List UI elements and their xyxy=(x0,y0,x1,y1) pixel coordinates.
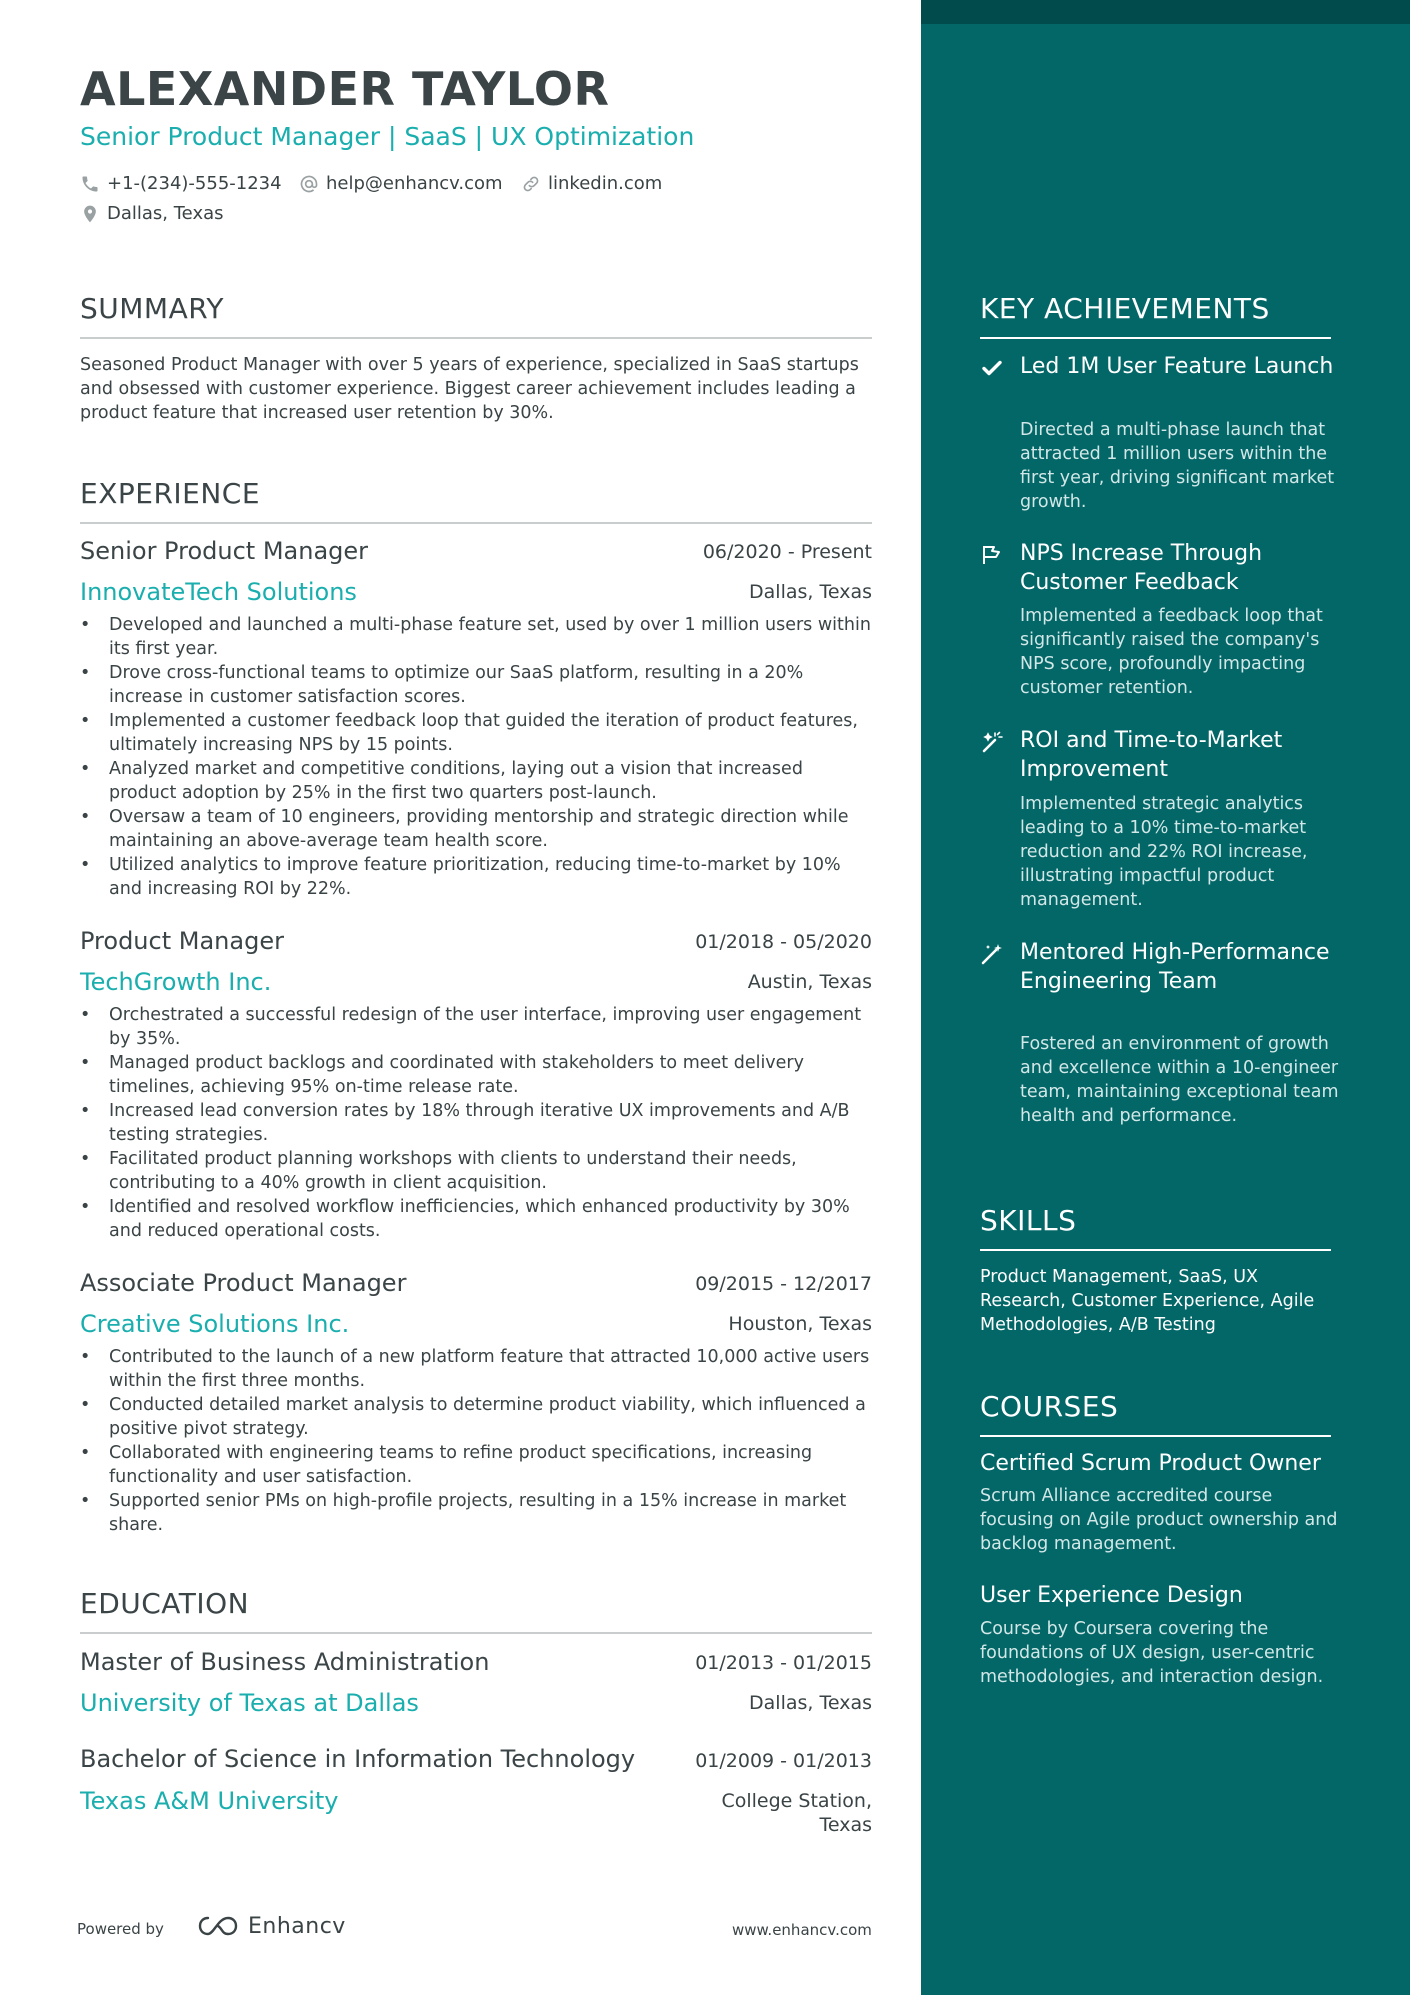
sidebar xyxy=(921,0,1410,1995)
degree-title: Master of Business Administration xyxy=(80,1648,490,1676)
powered-by-label: Powered by xyxy=(77,1920,164,1938)
experience-divider xyxy=(80,522,872,524)
achievement-desc: Implemented strategic analytics leading to a 10% time-to-market reduction and 22% ROI increase, illustrating impactful product management. xyxy=(1020,794,1308,910)
job-dates: 06/2020 - Present xyxy=(702,541,872,563)
job-dates: 09/2015 - 12/2017 xyxy=(695,1273,872,1295)
phone-contact[interactable] xyxy=(80,173,282,194)
job-dates: 01/2018 - 05/2020 xyxy=(695,931,872,953)
job-bullet: • Increased lead conversion rates by 18% through iterative UX improvements and A/B testing strategies. xyxy=(80,1099,872,1147)
job-bullet: • Oversaw a team of 10 engineers, providing mentorship and strategic direction while maintaining an above-average team health score. xyxy=(80,805,872,853)
linkedin-contact[interactable] xyxy=(521,173,662,194)
company-name: InnovateTech Solutions xyxy=(80,578,357,606)
linkedin-text: linkedin.com xyxy=(548,173,663,194)
at-icon xyxy=(299,174,319,194)
candidate-name: ALEXANDER TAYLOR xyxy=(80,62,610,116)
course-desc: Course by Coursera covering the foundations of UX design, user-centric methodologies, and interaction design. xyxy=(980,1619,1324,1687)
flag-icon xyxy=(980,543,1004,567)
education-dates: 01/2013 - 01/2015 xyxy=(695,1652,872,1674)
job-bullet: • Analyzed market and competitive conditions, laying out a vision that increased product adoption by 25% in the first two quarters post-launch. xyxy=(80,757,872,805)
experience-heading: EXPERIENCE xyxy=(80,477,261,510)
company-name: TechGrowth Inc. xyxy=(80,968,272,996)
education-location: Dallas, Texas xyxy=(749,1692,872,1714)
education-dates: 01/2009 - 01/2013 xyxy=(695,1750,872,1772)
phone-icon xyxy=(80,174,100,194)
infinity-logo-icon xyxy=(196,1913,240,1939)
achievement-title: Mentored High-Performance Engineering Team xyxy=(1020,940,1330,994)
achievement-desc: Fostered an environment of growth and excellence within a 10-engineer team, maintaining exceptional team health and performance. xyxy=(1020,1034,1339,1126)
course-desc: Scrum Alliance accredited course focusing on Agile product ownership and backlog management. xyxy=(980,1486,1338,1554)
job-bullet: • Conducted detailed market analysis to determine product viability, which influenced a positive pivot strategy. xyxy=(80,1393,872,1441)
job-title: Product Manager xyxy=(80,927,284,955)
company-name: Creative Solutions Inc. xyxy=(80,1310,350,1338)
job-bullet: • Supported senior PMs on high-profile projects, resulting in a 15% increase in market share. xyxy=(80,1489,872,1537)
achievement-desc: Directed a multi-phase launch that attracted 1 million users within the first year, driving significant market growth. xyxy=(1020,420,1335,512)
courses-heading: COURSES xyxy=(980,1390,1119,1423)
email-text: help@enhancv.com xyxy=(326,173,503,194)
school-name: Texas A&M University xyxy=(80,1787,339,1815)
course-title: User Experience Design xyxy=(980,1583,1243,1608)
summary-text: Seasoned Product Manager with over 5 years of experience, specialized in SaaS startups and obsessed with customer experience. Biggest career achievement includes leading a product feature that increased user retention by 30%. xyxy=(80,355,859,423)
degree-title: Bachelor of Science in Information Technology xyxy=(80,1745,636,1773)
job-bullet: • Drove cross-functional teams to optimize our SaaS platform, resulting in a 20% increase in customer satisfaction scores. xyxy=(80,661,872,709)
job-bullets xyxy=(80,1003,872,1243)
school-name: University of Texas at Dallas xyxy=(80,1689,419,1717)
job-bullets xyxy=(80,1345,872,1537)
job-bullet: • Identified and resolved workflow inefficiencies, which enhanced productivity by 30% and reduced operational costs. xyxy=(80,1195,872,1243)
location-contact xyxy=(80,203,224,224)
job-bullet: • Collaborated with engineering teams to refine product specifications, increasing functionality and user satisfaction. xyxy=(80,1441,872,1489)
summary-heading: SUMMARY xyxy=(80,292,225,325)
achievements-divider xyxy=(980,337,1331,339)
job-bullet: • Developed and launched a multi-phase feature set, used by over 1 million users within its first year. xyxy=(80,613,872,661)
checkmark-icon xyxy=(980,356,1004,380)
phone-text: +1-(234)-555-1234 xyxy=(107,173,282,194)
footer-url[interactable]: www.enhancv.com xyxy=(732,1921,872,1939)
achievement-title: Led 1M User Feature Launch xyxy=(1020,354,1334,379)
job-title: Senior Product Manager xyxy=(80,537,369,565)
email-contact[interactable] xyxy=(299,173,503,194)
job-bullet: • Implemented a customer feedback loop that guided the iteration of product features, ultimately increasing NPS by 15 points. xyxy=(80,709,872,757)
achievement-title: NPS Increase Through Customer Feedback xyxy=(1020,541,1263,595)
job-bullet: • Contributed to the launch of a new platform feature that attracted 10,000 active users within the first three months. xyxy=(80,1345,872,1393)
sidebar-top-band xyxy=(921,0,1410,24)
course-title: Certified Scrum Product Owner xyxy=(980,1451,1321,1476)
courses-divider xyxy=(980,1435,1331,1437)
skills-divider xyxy=(980,1249,1331,1251)
enhancv-logo[interactable] xyxy=(196,1913,346,1939)
skills-list: Product Management, SaaS, UX Research, Customer Experience, Agile Methodologies, A/B Testing xyxy=(980,1267,1315,1335)
job-bullet: • Managed product backlogs and coordinated with stakeholders to meet delivery timelines, achieving 95% on-time release rate. xyxy=(80,1051,872,1099)
education-location: College Station, Texas xyxy=(721,1790,872,1836)
job-location: Austin, Texas xyxy=(747,971,872,993)
skills-heading: SKILLS xyxy=(980,1204,1077,1237)
job-bullets xyxy=(80,613,872,901)
link-icon xyxy=(521,174,541,194)
achievement-title: ROI and Time-to-Market Improvement xyxy=(1020,728,1283,782)
job-title: Associate Product Manager xyxy=(80,1269,407,1297)
education-divider xyxy=(80,1632,872,1634)
location-text: Dallas, Texas xyxy=(107,203,224,224)
location-pin-icon xyxy=(80,204,100,224)
job-location: Dallas, Texas xyxy=(749,581,872,603)
magic-wand-icon xyxy=(980,730,1004,754)
job-bullet: • Utilized analytics to improve feature prioritization, reducing time-to-market by 10% and increasing ROI by 22%. xyxy=(80,853,872,901)
summary-divider xyxy=(80,337,872,339)
candidate-headline: Senior Product Manager | SaaS | UX Optimization xyxy=(80,122,695,151)
job-location: Houston, Texas xyxy=(728,1313,872,1335)
enhancv-brand: Enhancv xyxy=(248,1913,346,1939)
job-bullet: • Orchestrated a successful redesign of the user interface, improving user engagement by 35%. xyxy=(80,1003,872,1051)
wand-sparkle-icon xyxy=(980,942,1004,966)
job-bullet: • Facilitated product planning workshops with clients to understand their needs, contributing to a 40% growth in client acquisition. xyxy=(80,1147,872,1195)
education-heading: EDUCATION xyxy=(80,1587,250,1620)
achievement-desc: Implemented a feedback loop that significantly raised the company's NPS score, profoundly impacting customer retention. xyxy=(1020,606,1323,698)
achievements-heading: KEY ACHIEVEMENTS xyxy=(980,292,1270,325)
